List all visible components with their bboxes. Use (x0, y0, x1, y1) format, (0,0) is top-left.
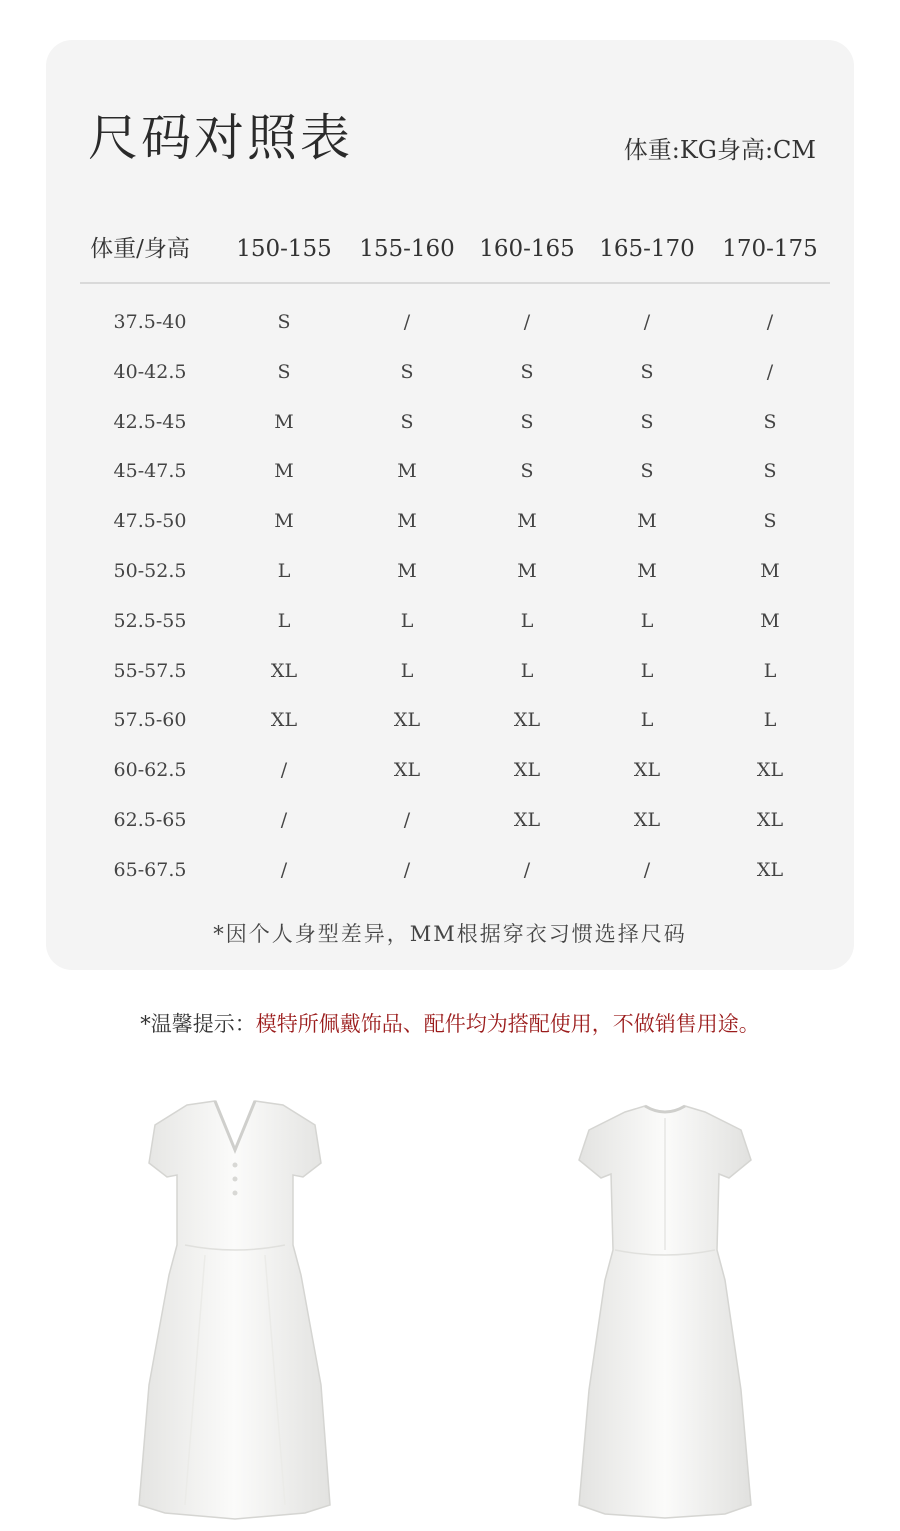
size-cell: / (280, 808, 288, 831)
dress-back-image (565, 1100, 765, 1525)
size-cell: XL (756, 759, 784, 782)
table-row (80, 451, 830, 501)
table-header-row (80, 220, 830, 282)
table-row (80, 700, 830, 750)
size-cell: M (760, 609, 780, 632)
size-note: *因个人身型差异，MM根据穿衣习惯选择尺码 (213, 922, 687, 946)
size-cell: XL (270, 659, 298, 682)
weight-cell: 45-47.5 (113, 460, 187, 483)
size-cell: XL (393, 709, 421, 732)
size-cell: / (523, 858, 531, 881)
size-cell: / (643, 858, 651, 881)
size-cell: M (637, 510, 657, 533)
weight-cell: 60-62.5 (113, 759, 187, 782)
size-cell: / (280, 759, 288, 782)
size-cell: S (763, 410, 777, 433)
size-cell: / (643, 311, 651, 333)
tip-warning: 模特所佩戴饰品、配件均为搭配使用，不做销售用途。 (255, 1012, 760, 1036)
size-cell: L (400, 609, 414, 632)
size-cell: / (403, 858, 411, 881)
size-cell: S (763, 460, 777, 483)
size-cell: XL (756, 858, 784, 881)
height-header: 165-170 (599, 236, 695, 262)
size-cell: M (397, 510, 417, 533)
size-cell: XL (270, 709, 298, 732)
corner-header: 体重/身高 (90, 236, 190, 262)
table-body (80, 302, 830, 900)
weight-cell: 65-67.5 (113, 858, 187, 881)
table-row (80, 750, 830, 800)
table-row (80, 302, 830, 352)
size-cell: M (397, 460, 417, 483)
tip-prefix: *温馨提示： (140, 1012, 256, 1036)
height-header: 150-155 (236, 236, 332, 262)
size-cell: XL (633, 759, 661, 782)
size-cell: M (760, 559, 780, 582)
height-header: 170-175 (722, 236, 818, 262)
size-cell: XL (513, 759, 541, 782)
weight-cell: 50-52.5 (113, 559, 187, 582)
size-cell: M (517, 559, 537, 582)
table-row (80, 651, 830, 701)
size-cell: / (766, 360, 774, 383)
size-cell: L (763, 659, 777, 682)
weight-cell: 42.5-45 (113, 410, 187, 433)
size-cell: / (403, 808, 411, 831)
size-cell: L (400, 659, 414, 682)
size-cell: XL (756, 808, 784, 831)
size-cell: M (274, 460, 294, 483)
weight-cell: 40-42.5 (113, 360, 187, 383)
size-cell: L (640, 609, 654, 632)
size-cell: / (280, 858, 288, 881)
table-row (80, 800, 830, 850)
size-cell: XL (633, 808, 661, 831)
height-header: 155-160 (359, 236, 455, 262)
size-cell: S (520, 410, 534, 433)
size-cell: S (277, 311, 291, 333)
weight-cell: 52.5-55 (113, 609, 187, 632)
unit-note: 体重:KG身高:CM (623, 136, 816, 164)
table-row (80, 551, 830, 601)
size-cell: S (400, 410, 414, 433)
size-cell: S (763, 510, 777, 533)
weight-cell: 37.5-40 (113, 311, 187, 333)
size-cell: M (274, 510, 294, 533)
size-cell: L (520, 659, 534, 682)
height-header: 160-165 (479, 236, 575, 262)
size-cell: XL (393, 759, 421, 782)
weight-cell: 47.5-50 (113, 510, 187, 533)
size-cell: / (403, 311, 411, 333)
size-cell: L (520, 609, 534, 632)
table-row (80, 501, 830, 551)
size-cell: L (763, 709, 777, 732)
weight-cell: 55-57.5 (113, 659, 187, 682)
size-cell: S (520, 360, 534, 383)
size-cell: S (400, 360, 414, 383)
size-cell: L (640, 709, 654, 732)
size-cell: M (637, 559, 657, 582)
size-cell: XL (513, 808, 541, 831)
table-row (80, 601, 830, 651)
size-cell: S (640, 360, 654, 383)
size-cell: L (277, 559, 291, 582)
weight-cell: 57.5-60 (113, 709, 187, 732)
page-title: 尺码对照表 (88, 109, 353, 167)
table-row (80, 402, 830, 452)
size-cell: L (640, 659, 654, 682)
dress-front-image (125, 1095, 345, 1525)
table-row (80, 850, 830, 900)
size-table (80, 220, 830, 900)
warm-tip (0, 1008, 900, 1038)
size-cell: S (520, 460, 534, 483)
size-cell: / (766, 311, 774, 333)
weight-cell: 62.5-65 (113, 808, 187, 831)
size-cell: / (523, 311, 531, 333)
size-cell: L (277, 609, 291, 632)
size-cell: M (517, 510, 537, 533)
size-cell: S (640, 410, 654, 433)
size-cell: XL (513, 709, 541, 732)
size-cell: S (640, 460, 654, 483)
size-cell: M (397, 559, 417, 582)
table-row (80, 352, 830, 402)
size-cell: M (274, 410, 294, 433)
size-cell: S (277, 360, 291, 383)
